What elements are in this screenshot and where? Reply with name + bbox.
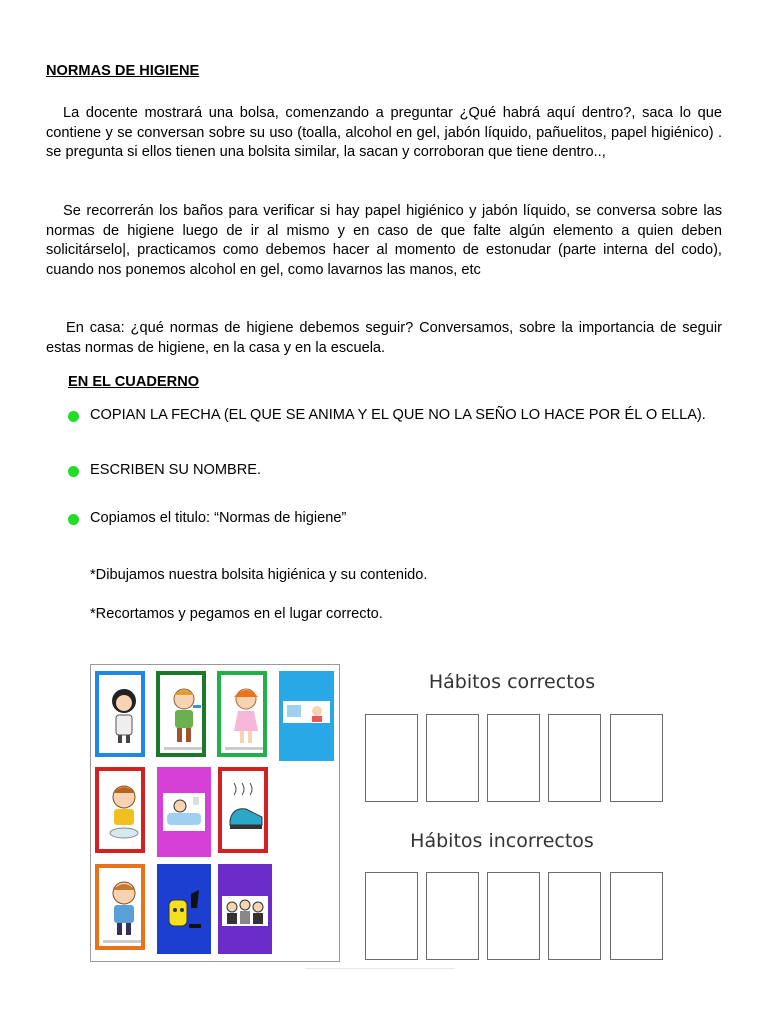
habit-card (279, 671, 334, 761)
incorrect-habits-title: Hábitos incorrectos (410, 830, 594, 852)
incorrect-habit-slot (487, 872, 540, 960)
children-group-icon (222, 896, 268, 926)
note-cut-paste: *Recortamos y pegamos en el lugar correcto. (90, 606, 383, 622)
card-caption (103, 940, 145, 943)
bullet-dot-icon (68, 514, 79, 525)
incorrect-habit-slot (548, 872, 601, 960)
habit-card (217, 671, 267, 757)
habit-card (157, 864, 211, 954)
boy-washing-hands-icon (105, 781, 143, 843)
paragraph-3: En casa: ¿qué normas de higiene debemos seguir? Conversamos, sobre la importancia de seguir estas normas de higiene, en la casa y en la escuela. (46, 320, 722, 356)
note-draw: *Dibujamos nuestra bolsita higiénica y su contenido. (90, 567, 428, 583)
bullet-dot-icon (68, 411, 79, 422)
paragraph-2: Se recorrerán los baños para verificar si hay papel higiénico y jabón líquido, se conversa sobre las normas de higiene luego de ir al mismo y en caso de que falte algún elemento a quien deben solicitárselo|, practicamos como debemos hacer al momento de estonudar (parte interna del codo), cuando nos ponemos alcohol en gel, como lavarnos las manos, etc (46, 203, 722, 278)
cutout-cards-panel (90, 664, 340, 962)
bullet-text: COPIAN LA FECHA (EL QUE SE ANIMA Y EL QUE NO LA SEÑO LO HACE POR ÉL O ELLA). (90, 407, 706, 423)
correct-habit-slot (610, 714, 663, 802)
paragraph-1: La docente mostrará una bolsa, comenzando a preguntar ¿Qué habrá aquí dentro?, saca lo que contiene y se conversan sobre su uso (toalla, alcohol en gel, jabón líquido, pañuelitos, papel higiénico) . se pregunta si ellos tienen una bolsita similar, la sacan y corroboran que tiene dentro.., (46, 105, 722, 160)
correct-habit-slot (487, 714, 540, 802)
dirty-shoes-icon (228, 781, 266, 843)
section-title: EN EL CUADERNO (68, 374, 200, 390)
bullet-dot-icon (68, 466, 79, 477)
card-caption (164, 747, 206, 750)
bathroom-scene-icon (283, 701, 330, 723)
child-bathing-icon (163, 793, 205, 831)
bullet-text: ESCRIBEN SU NOMBRE. (90, 462, 262, 478)
boy-sick-icon (105, 878, 143, 940)
habits-worksheet-image (90, 664, 680, 970)
habit-card (218, 864, 272, 954)
girl-cartoon-icon (227, 685, 265, 747)
sponge-character-icon (165, 888, 203, 932)
correct-habit-slot (426, 714, 479, 802)
card-caption (225, 747, 267, 750)
correct-habits-title: Hábitos correctos (428, 671, 596, 693)
incorrect-habit-slot (610, 872, 663, 960)
habit-card (95, 767, 145, 853)
incorrect-habit-slot (365, 872, 418, 960)
habit-card (218, 767, 268, 853)
incorrect-habit-slot (426, 872, 479, 960)
habit-card (95, 864, 145, 950)
divider (305, 968, 455, 969)
habit-card (157, 767, 211, 857)
child-cartoon-icon (105, 685, 143, 747)
child-brushing-teeth-icon (166, 685, 204, 747)
correct-habit-slot (365, 714, 418, 802)
habit-card (95, 671, 145, 757)
habit-card (156, 671, 206, 757)
page-title: NORMAS DE HIGIENE (46, 63, 200, 79)
correct-habit-slot (548, 714, 601, 802)
bullet-text: Copiamos el titulo: “Normas de higiene” (90, 510, 347, 526)
